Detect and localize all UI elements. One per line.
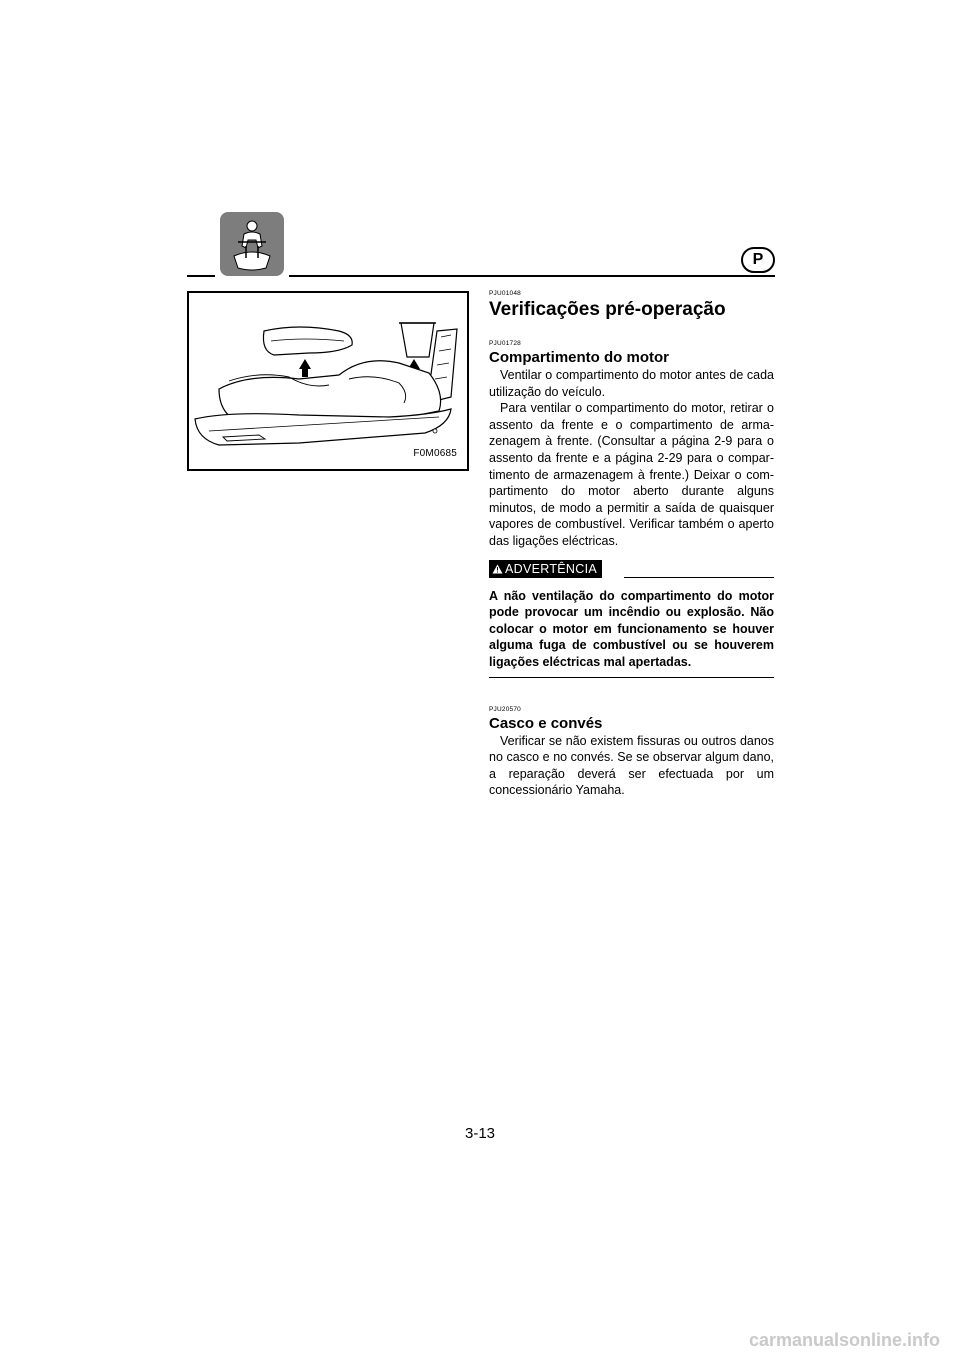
section-title: Verificações pré-operação [489,299,726,320]
jet-ski-rider-icon [220,212,284,276]
content-column [489,290,774,799]
warning-label [489,560,602,578]
engine-para-2: Para ventilar o compartimento do motor, retirar o assento da frente e o compartimento de arma-zenagem à frente. (Consultar a página 2-9 para o assento da frente e a página 2-29 para o compar-timento de armazenagem à frente.) Deixar o com-partimento do motor aberto durante alguns minutos, de modo a permitir a saída de quaisquer vapores de combustível. Verificar também o aperto das ligações eléctricas. [489,401,774,548]
section-code: PJU01048 [489,290,521,297]
hull-para: Verificar se não existem fissuras ou outros danos no casco e no convés. Se se observar algum dano, a reparação deverá ser efectuada por um concessionário Yamaha. [489,733,774,798]
page-number: 3-13 [464,1125,496,1142]
warning-header [489,560,774,580]
watermark: carmanualsonline.info [748,1330,940,1350]
hull-title: Casco e convés [489,714,603,732]
warning-triangle-icon [492,564,503,574]
watercraft-seat-removal-illustration [189,293,467,469]
engine-title: Compartimento do motor [489,349,669,366]
warning-label-text: ADVERTÊNCIA [505,562,597,577]
warning-text: A não ventilação do compartimento do motor pode provocar um incêndio ou explosão. Não colocar o motor em funcionamento se houver alguma fuga de combustível ou se houverem ligações eléctricas mal apertadas. [489,588,774,678]
engine-code: PJU01728 [489,340,521,347]
watercraft-figure [187,291,469,471]
hull-code: PJU20570 [489,705,521,713]
warning-rule [624,577,774,578]
figure-code: F0M0685 [413,448,457,459]
header-rule-right [289,275,775,277]
language-badge: P [741,247,775,273]
header-rule-left [187,275,215,277]
engine-para-1: Ventilar o compartimento do motor antes de cada utilização do veículo. [489,368,774,399]
